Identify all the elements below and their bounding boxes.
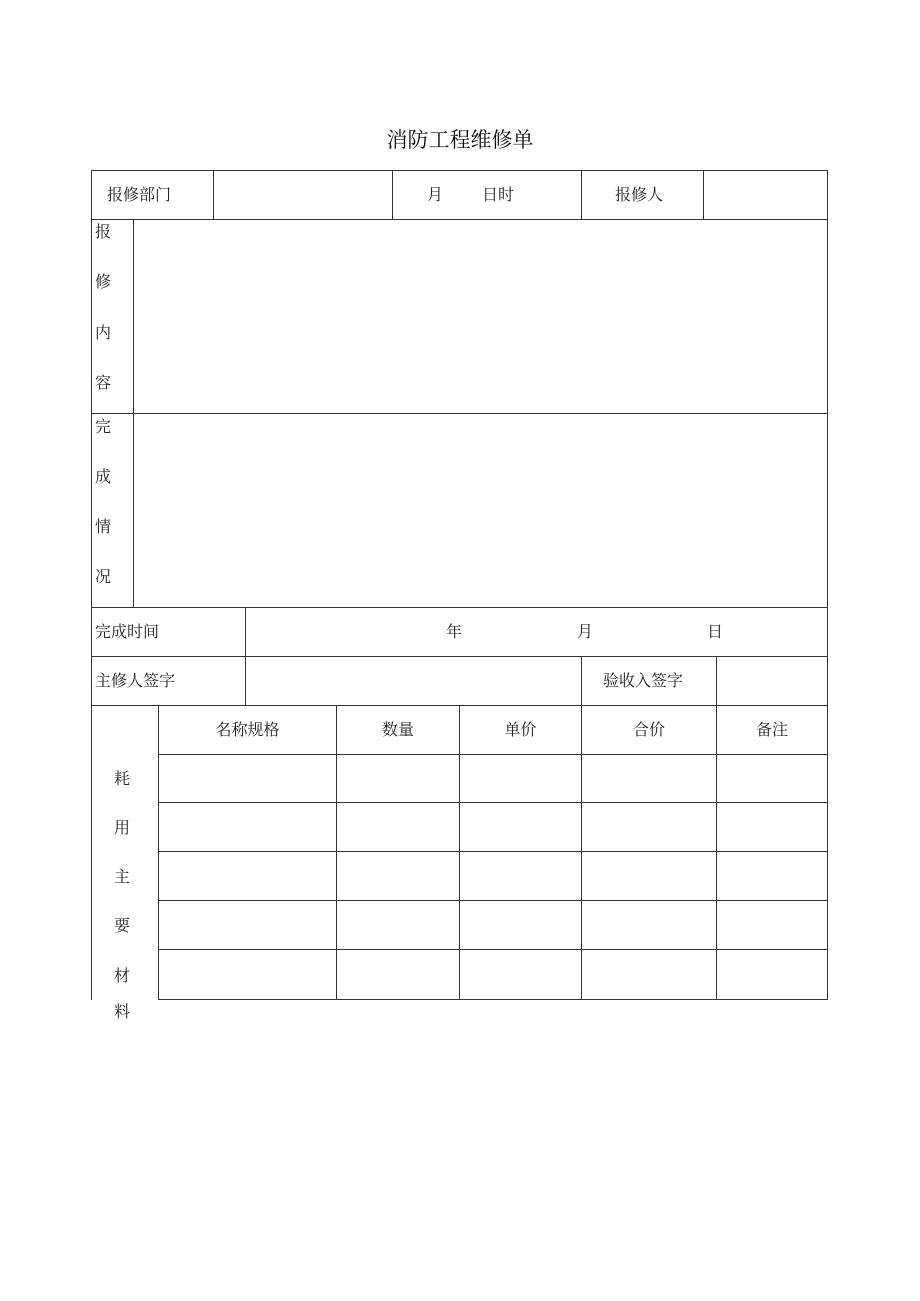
- day-label: 日: [707, 622, 724, 641]
- label-char: 情: [94, 517, 111, 536]
- label-char: 料: [113, 1002, 130, 1021]
- label-char: 修: [94, 272, 111, 291]
- label-char: 材: [113, 966, 130, 985]
- label-char: 耗: [113, 769, 130, 788]
- label-char: 成: [94, 467, 111, 486]
- day-hour-label: 日时: [482, 185, 515, 204]
- label-char: 完: [94, 417, 111, 436]
- month-label: 月: [427, 185, 444, 204]
- inspector-signature-label: 验收入签字: [603, 671, 684, 690]
- page-title: 消防工程维修单: [386, 128, 534, 152]
- dept-label: 报修部门: [107, 185, 172, 204]
- column-header-total-price: 合价: [632, 720, 665, 739]
- column-header-remarks: 备注: [755, 720, 788, 739]
- reporter-label: 报修人: [615, 185, 664, 204]
- label-char: 报: [94, 222, 111, 241]
- label-char: 要: [113, 916, 130, 935]
- label-char: 内: [94, 323, 111, 342]
- label-char: 况: [94, 567, 111, 586]
- column-header-unit-price: 单价: [504, 720, 537, 739]
- label-char: 容: [94, 373, 111, 392]
- label-char: 用: [113, 818, 130, 837]
- column-header-name: 名称规格: [215, 720, 280, 739]
- repairer-signature-label: 主修人签字: [95, 671, 176, 690]
- month-label: 月: [577, 622, 594, 641]
- label-char: 主: [113, 867, 130, 886]
- column-header-quantity: 数量: [381, 720, 414, 739]
- completion-time-label: 完成时间: [95, 622, 160, 641]
- year-label: 年: [446, 622, 463, 641]
